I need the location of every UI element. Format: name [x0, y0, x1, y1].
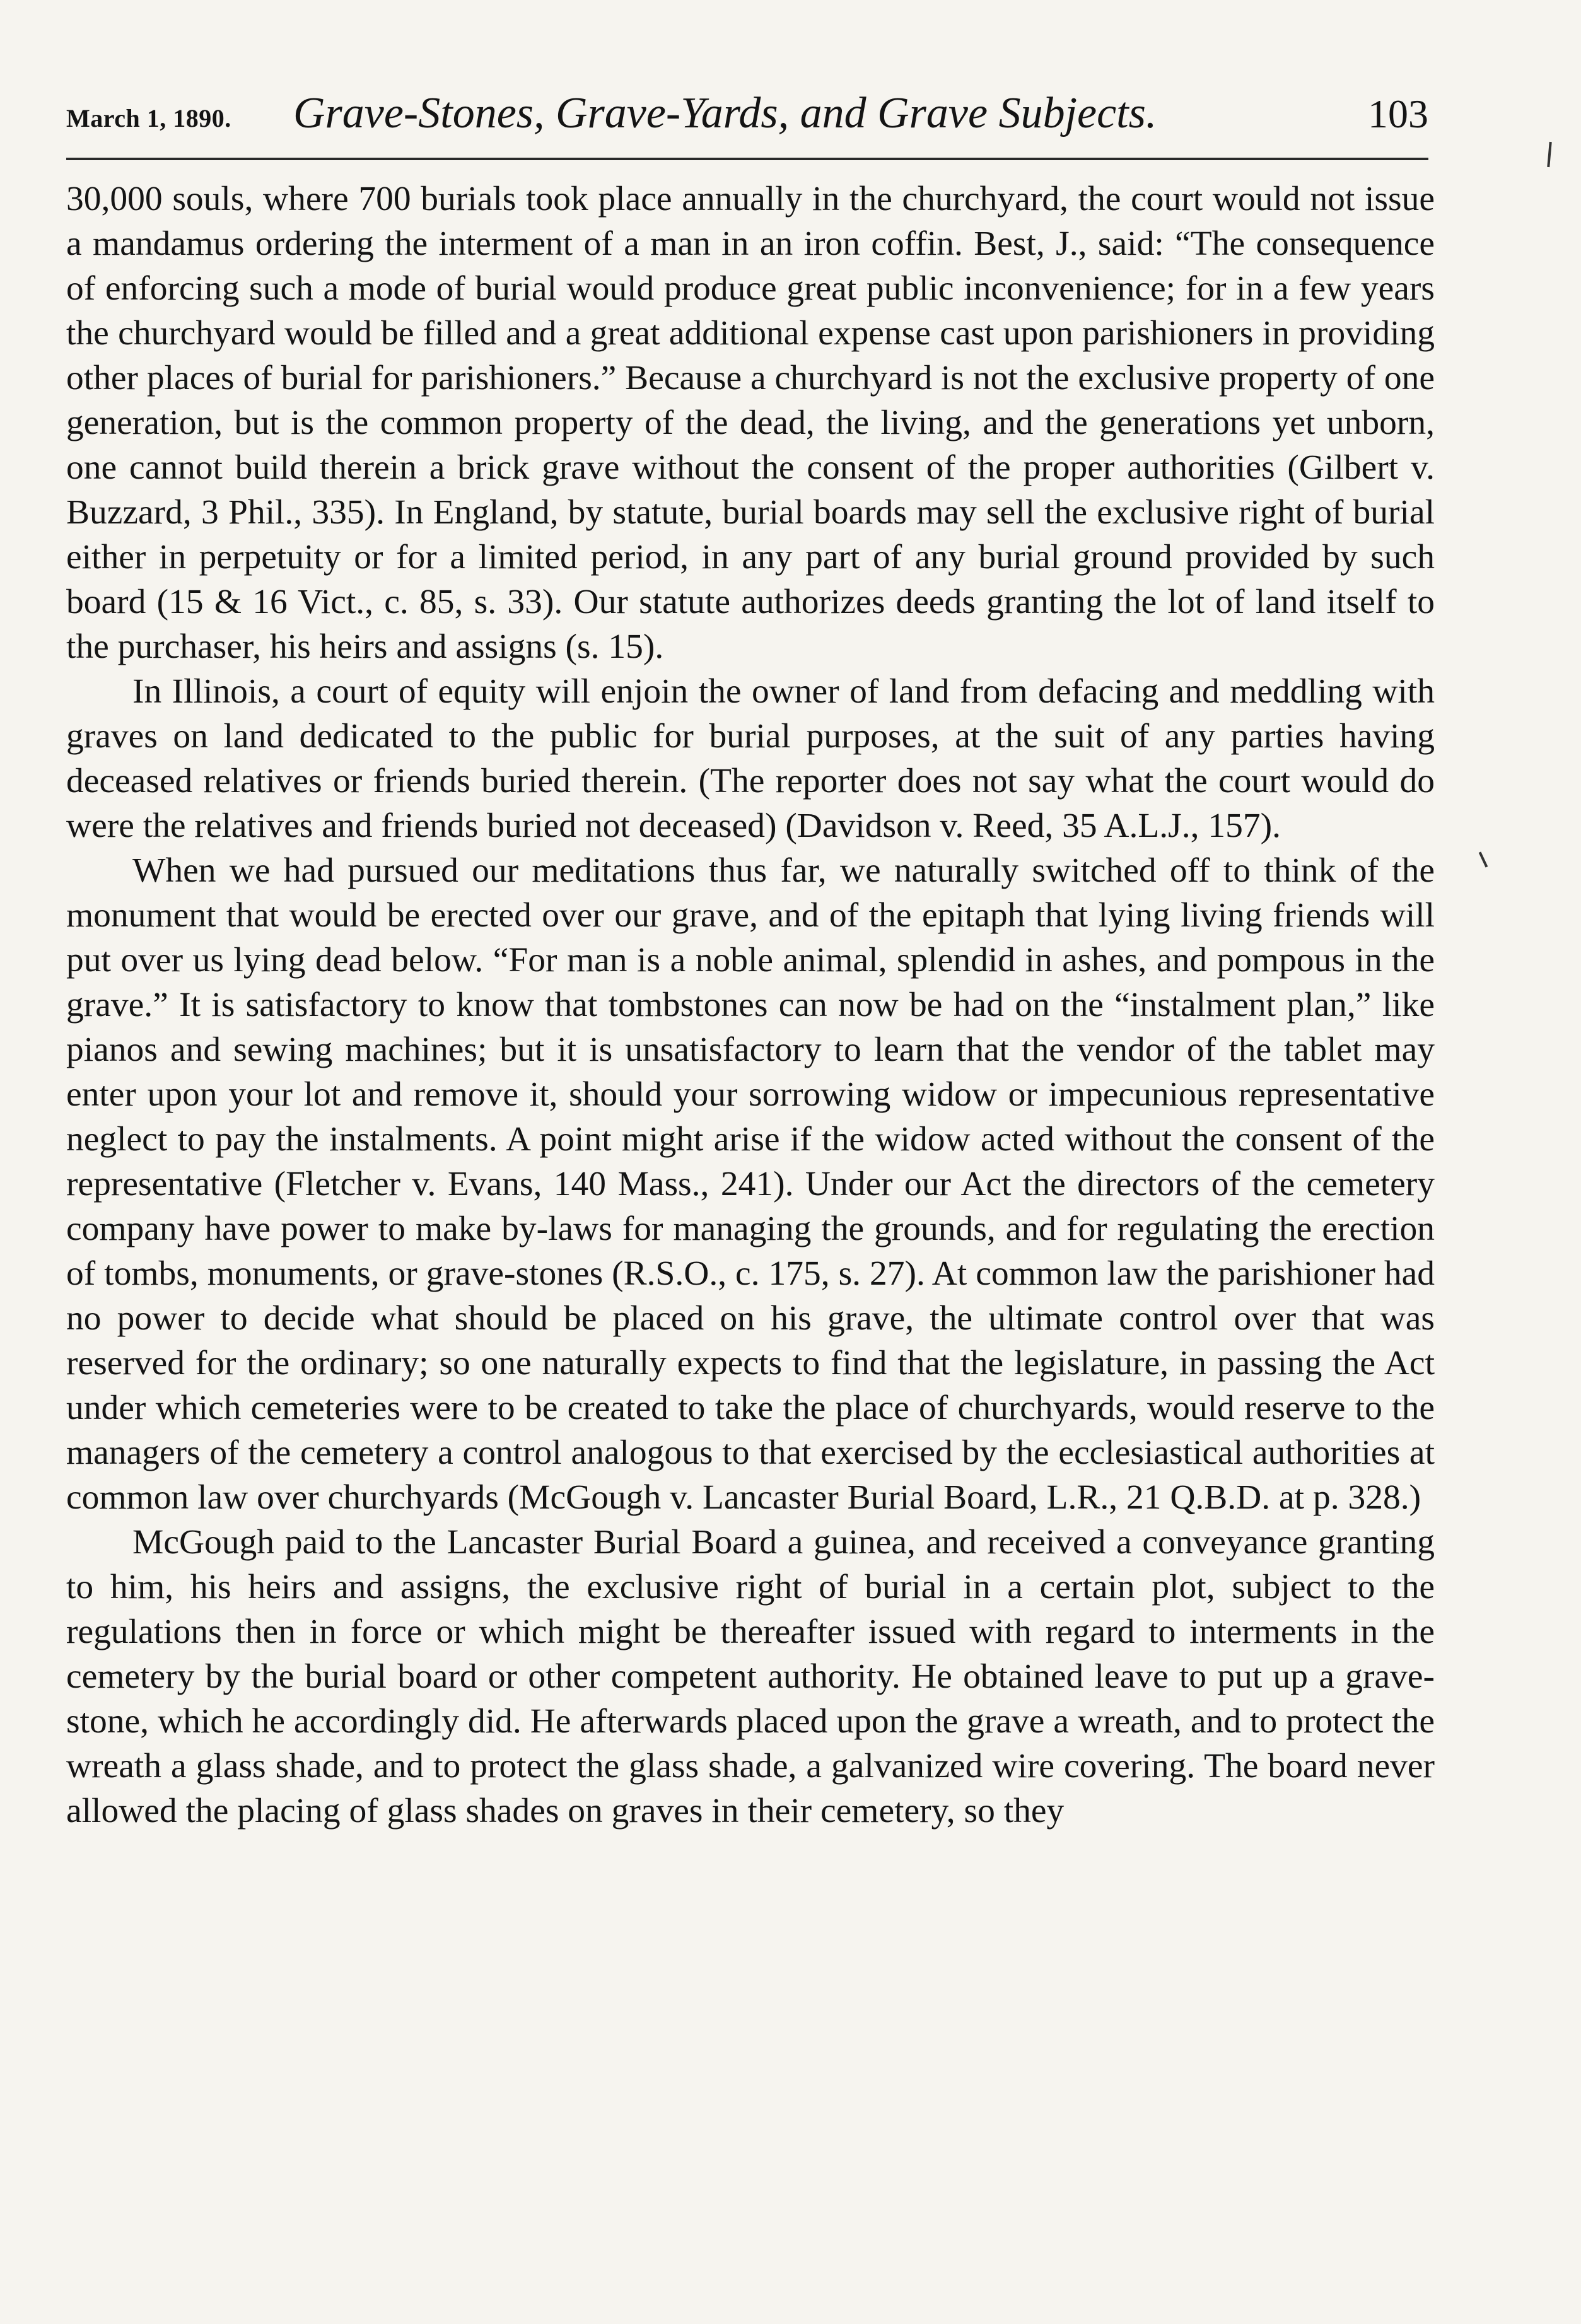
page-number: 103 [1368, 91, 1428, 136]
header-date: March 1, 1890. [66, 104, 231, 132]
body-text [66, 177, 1435, 1833]
paragraph-3: When we had pursued our meditations thus far, we naturally switched off to think of the monument that would be erected over our grave, and of the epitaph that lying living friends will put over us lying dead below. “For man is a noble animal, splendid in ashes, and pompous in the grave.” It is satisfactory to know that tombstones can now be had on the “instalment plan,” like pianos and sewing machines; but it is unsatisfactory to learn that the vendor of the tablet may enter upon your lot and remove it, should your sorrowing widow or impecunious representative neglect to pay the instalments. A point might arise if the widow acted without the consent of the representative (Fletcher v. Evans, 140 Mass., 241). Under our Act the directors of the cemetery company have power to make by-laws for managing the grounds, and for regulating the erection of tombs, monuments, or grave-stones (R.S.O., c. 175, s. 27). At common law the parishioner had no power to decide what should be placed on his grave, the ultimate control over that was reserved for the ordinary; so one naturally expects to find that the legislature, in passing the Act under which cemeteries were to be created to take the place of churchyards, would reserve to the managers of the cemetery a control analogous to that exercised by the ecclesiastical authorities at common law over churchyards (McGough v. Lancaster Burial Board, L.R., 21 Q.B.D. at p. 328.) [66, 851, 1435, 1517]
margin-mark [1479, 851, 1488, 867]
paragraph-4: McGough paid to the Lancaster Burial Board a guinea, and received a conveyance granting to him, his heirs and assigns, the exclusive right of burial in a certain plot, subject to the regulations then in force or which might be thereafter issued with regard to interments in the cemetery by the burial board or other competent authority. He obtained leave to put up a grave-stone, which he accordingly did. He afterwards placed upon the grave a wreath, and to protect the wreath a glass shade, and to protect the glass shade, a galvanized wire covering. The board never allowed the placing of glass shades on graves in their cemetery, so they [66, 1523, 1435, 1830]
paragraph-2: In Illinois, a court of equity will enjoin the owner of land from defacing and meddling with graves on land dedicated to the public for burial purposes, at the suit of any parties having deceased relatives or friends buried therein. (The reporter does not say what the court would do were the relatives and friends buried not deceased) (Davidson v. Reed, 35 A.L.J., 157). [66, 672, 1435, 845]
header-title: Grave-Stones, Grave-Yards, and Grave Subjects. [293, 89, 1157, 137]
running-header [66, 88, 1428, 158]
margin-mark [1547, 142, 1551, 167]
paragraph-1: 30,000 souls, where 700 burials took place annually in the churchyard, the court would not issue a mandamus ordering the interment of a man in an iron coffin. Best, J., said: “The consequence of enforcing such a mode of burial would produce great public inconvenience; for in a few years the churchyard would be filled and a great additional expense cast upon parishioners in providing other places of burial for parishioners.” Because a churchyard is not the exclusive property of one generation, but is the common property of the dead, the living, and the generations yet unborn, one cannot build therein a brick grave without the consent of the proper authorities (Gilbert v. Buzzard, 3 Phil., 335). In England, by statute, burial boards may sell the exclusive right of burial either in perpetuity or for a limited period, in any part of any burial ground provided by such board (15 & 16 Vict., c. 85, s. 33). Our statute authorizes deeds granting the lot of land itself to the purchaser, his heirs and assigns (s. 15). [66, 180, 1435, 666]
header-divider [66, 158, 1428, 160]
